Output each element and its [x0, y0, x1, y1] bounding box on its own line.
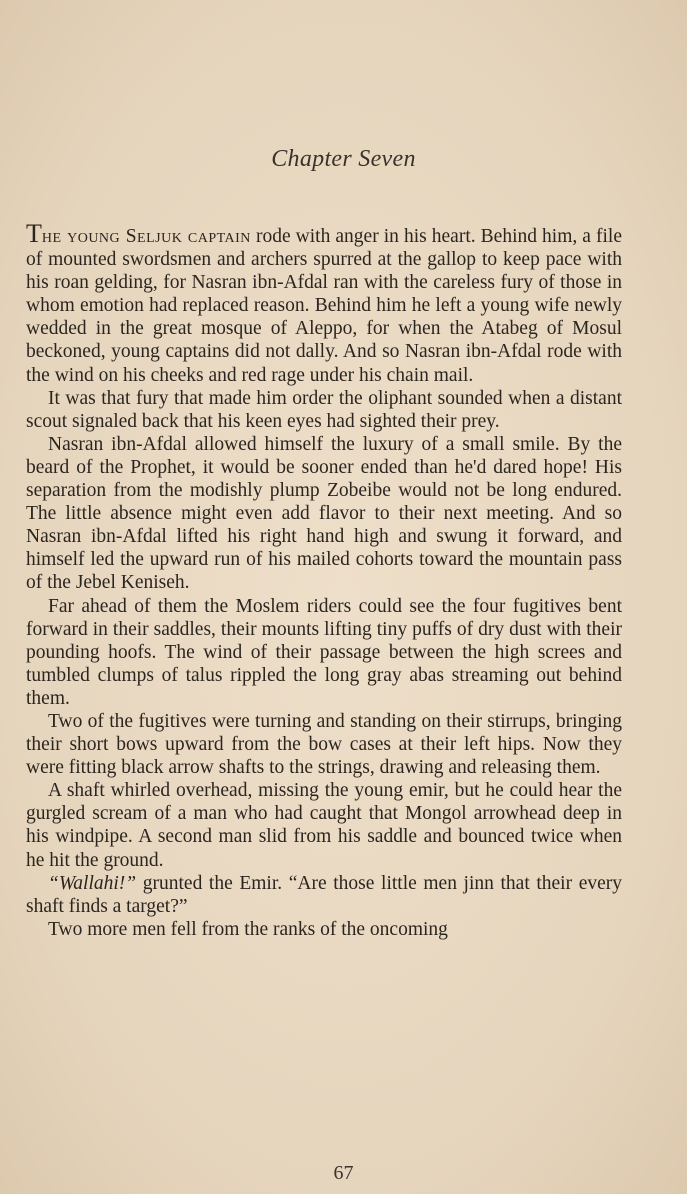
- paragraph: A shaft whirled overhead, missing the young emir, but he could hear the gurgled scream of a man who had caught that Mongol arrowhead deep in his windpipe. A second man slid from his saddle and bounced twice when he hit the ground.: [26, 780, 622, 871]
- small-caps-lead: he young Seljuk captain: [41, 226, 251, 247]
- dialogue-paragraph: [26, 872, 622, 918]
- opening-paragraph: [26, 219, 622, 387]
- drop-cap: T: [26, 219, 42, 248]
- final-paragraph: Two more men fell from the ranks of the oncoming: [48, 918, 448, 940]
- opening-text: rode with anger in his heart. Behind him, a file of mounted swordsmen and archers spurred at the gallop to keep pace with his roan gelding, for Nasran ibn-Afdal ran with the careless fury of those in whom emotion had replaced reason. Behind him he left a young wife newly wedded in the great mosque of Aleppo, for when the Atabeg of Mosul beckoned, young captains did not dally. And so Nasran ibn-Afdal rode with the wind on his cheeks and red rage under his chain mail.: [26, 226, 622, 386]
- paragraph: It was that fury that made him order the oliphant sounded when a distant scout signaled back that his keen eyes had sighted their prey.: [26, 387, 622, 432]
- dialogue-text: grunted the Emir. “Are those little men jinn that their every shaft finds a target?”: [26, 872, 622, 917]
- page-number: 67: [333, 1162, 354, 1184]
- italic-exclamation: “Wallahi!”: [48, 872, 137, 894]
- paragraph: Nasran ibn-Afdal allowed himself the luxury of a small smile. By the beard of the Prophet, it would be sooner ended than he'd dared hope! His separation from the modishly plump Zobeibe would not be long endured. The little absence might even add flavor to their next meeting. And so Nasran ibn-Afdal lifted his right hand high and swung it forward, and himself led the upward run of his mailed cohorts toward the mountain pass of the Jebel Keniseh.: [26, 433, 622, 594]
- paragraph: Two of the fugitives were turning and standing on their stirrups, bringing their short bows upward from the bow cases at their left hips. Now they were fitting black arrow shafts to the strings, drawing and releasing them.: [26, 710, 622, 779]
- paragraph: Far ahead of them the Moslem riders could see the four fugitives bent forward in their saddles, their mounts lifting tiny puffs of dry dust with their pounding hoofs. The wind of their passage between the high screes and tumbled clumps of talus rippled the long gray abas streaming out behind them.: [26, 595, 622, 709]
- chapter-title: Chapter Seven: [271, 146, 416, 172]
- body-text: [26, 219, 622, 941]
